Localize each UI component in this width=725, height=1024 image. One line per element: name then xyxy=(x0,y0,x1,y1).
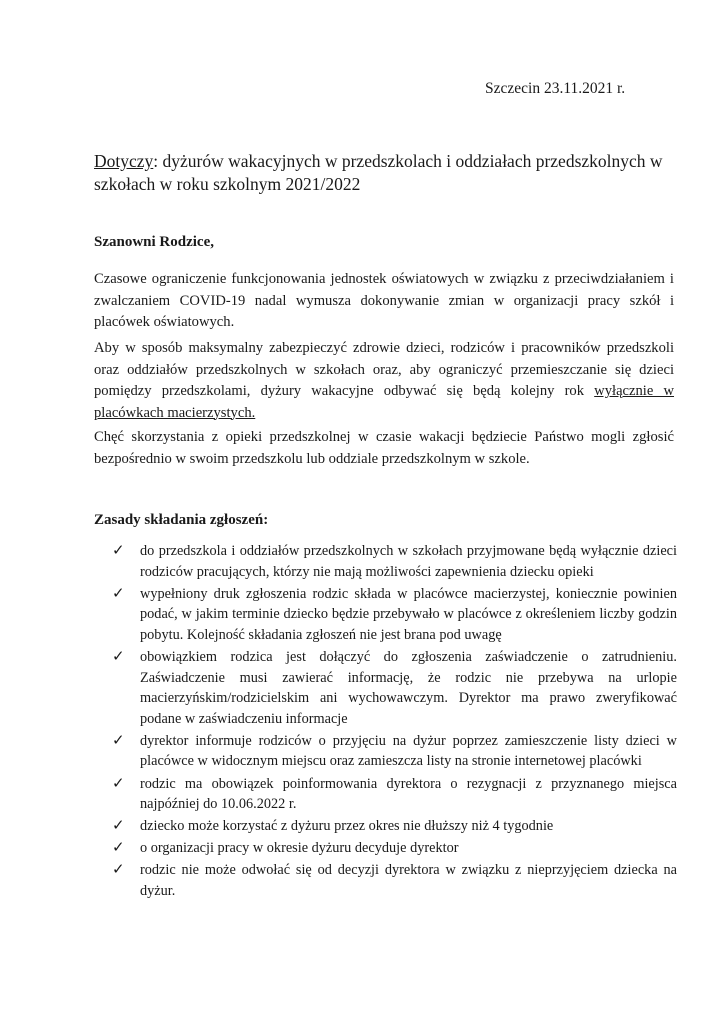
list-item xyxy=(112,584,677,646)
checkmark-icon: ✓ xyxy=(112,648,125,665)
checkmark-icon: ✓ xyxy=(112,862,125,879)
list-item xyxy=(112,774,677,815)
paragraph-protection-emphasis: wyłącznie w placówkach macierzystych. xyxy=(94,383,675,421)
list-item xyxy=(112,838,677,859)
checkmark-icon: ✓ xyxy=(112,840,125,857)
list-item-text: rodzic nie może odwołać się od decyzji dyrektora w związku z nieprzyjęciem dziecka na dyżur. xyxy=(140,862,677,899)
greeting: Szanowni Rodzice, xyxy=(94,234,214,250)
paragraph-protection xyxy=(94,338,674,424)
letter-subject xyxy=(94,150,694,196)
checkmark-icon: ✓ xyxy=(112,585,125,602)
list-item xyxy=(112,647,677,729)
list-item-text: do przedszkola i oddziałów przedszkolnych w szkołach przyjmowane będą wyłącznie dzieci rodziców pracujących, którzy nie mają możliwości zapewnienia dziecku opieki xyxy=(140,543,677,580)
subject-text: : dyżurów wakacyjnych w przedszkolach i oddziałach przedszkolnych w szkołach w roku szkolnym 2021/2022 xyxy=(94,151,663,194)
list-item-text: obowiązkiem rodzica jest dołączyć do zgłoszenia zaświadczenie o zatrudnieniu. Zaświadczenie musi zawierać informację, że rodzic nie przebywa na urlopie macierzyńskim/rodzicielskim ani wychowawczym. Dyrektor ma prawo zweryfikować podane w zaświadczeniu informacje xyxy=(140,648,677,727)
list-item xyxy=(112,541,677,582)
list-item xyxy=(112,816,677,837)
paragraph-registration: Chęć skorzystania z opieki przedszkolnej w czasie wakacji będziecie Państwo mogli zgłosić bezpośrednio w swoim przedszkolu lub oddziale przedszkolnym w szkole. xyxy=(94,429,674,467)
list-item-text: o organizacji pracy w okresie dyżuru decyduje dyrektor xyxy=(140,840,459,857)
paragraph-protection-text: Aby w sposób maksymalny zabezpieczyć zdrowie dzieci, rodziców i pracowników przedszkoli oraz oddziałów przedszkolnych w szkołach oraz, aby ograniczyć przemieszczanie się dzieci pomiędzy przedszkolami, dyżury wakacyjne odbywać się będą kolejny rok xyxy=(94,340,674,399)
rules-list xyxy=(112,541,677,903)
list-item-text: dyrektor informuje rodziców o przyjęciu na dyżur poprzez zamieszczenie listy dzieci w placówce w widocznym miejscu oraz zamieszcza listy na stronie internetowej placówki xyxy=(140,732,677,770)
list-item xyxy=(112,731,677,772)
list-item-text: dziecko może korzystać z dyżuru przez okres nie dłuższy niż 4 tygodnie xyxy=(140,818,554,835)
paragraph-restrictions: Czasowe ograniczenie funkcjonowania jednostek oświatowych w związku z przeciwdziałaniem i zwalczaniem COVID-19 nadal wymusza dokonywanie zmian w organizacji pracy szkół i placówek oświatowych. xyxy=(94,271,674,330)
list-item xyxy=(112,860,677,901)
list-item-text: rodzic ma obowiązek poinformowania dyrektora o rezygnacji z przyznanego miejsca najpóźniej do 10.06.2022 r. xyxy=(140,775,677,813)
letter-date: Szczecin 23.11.2021 r. xyxy=(485,80,626,97)
checkmark-icon: ✓ xyxy=(112,818,125,835)
rules-heading: Zasady składania zgłoszeń: xyxy=(94,512,269,528)
checkmark-icon: ✓ xyxy=(112,732,125,749)
list-item-text: wypełniony druk zgłoszenia rodzic składa w placówce macierzystej, koniecznie powinien podać, w jakim terminie dziecko będzie przebywało w placówce z określeniem liczby godzin pobytu. Kolejność składania zgłoszeń nie jest brana pod uwagę xyxy=(140,585,677,643)
checkmark-icon: ✓ xyxy=(112,775,125,792)
checkmark-icon: ✓ xyxy=(112,543,125,559)
subject-prefix: Dotyczy xyxy=(94,151,154,171)
